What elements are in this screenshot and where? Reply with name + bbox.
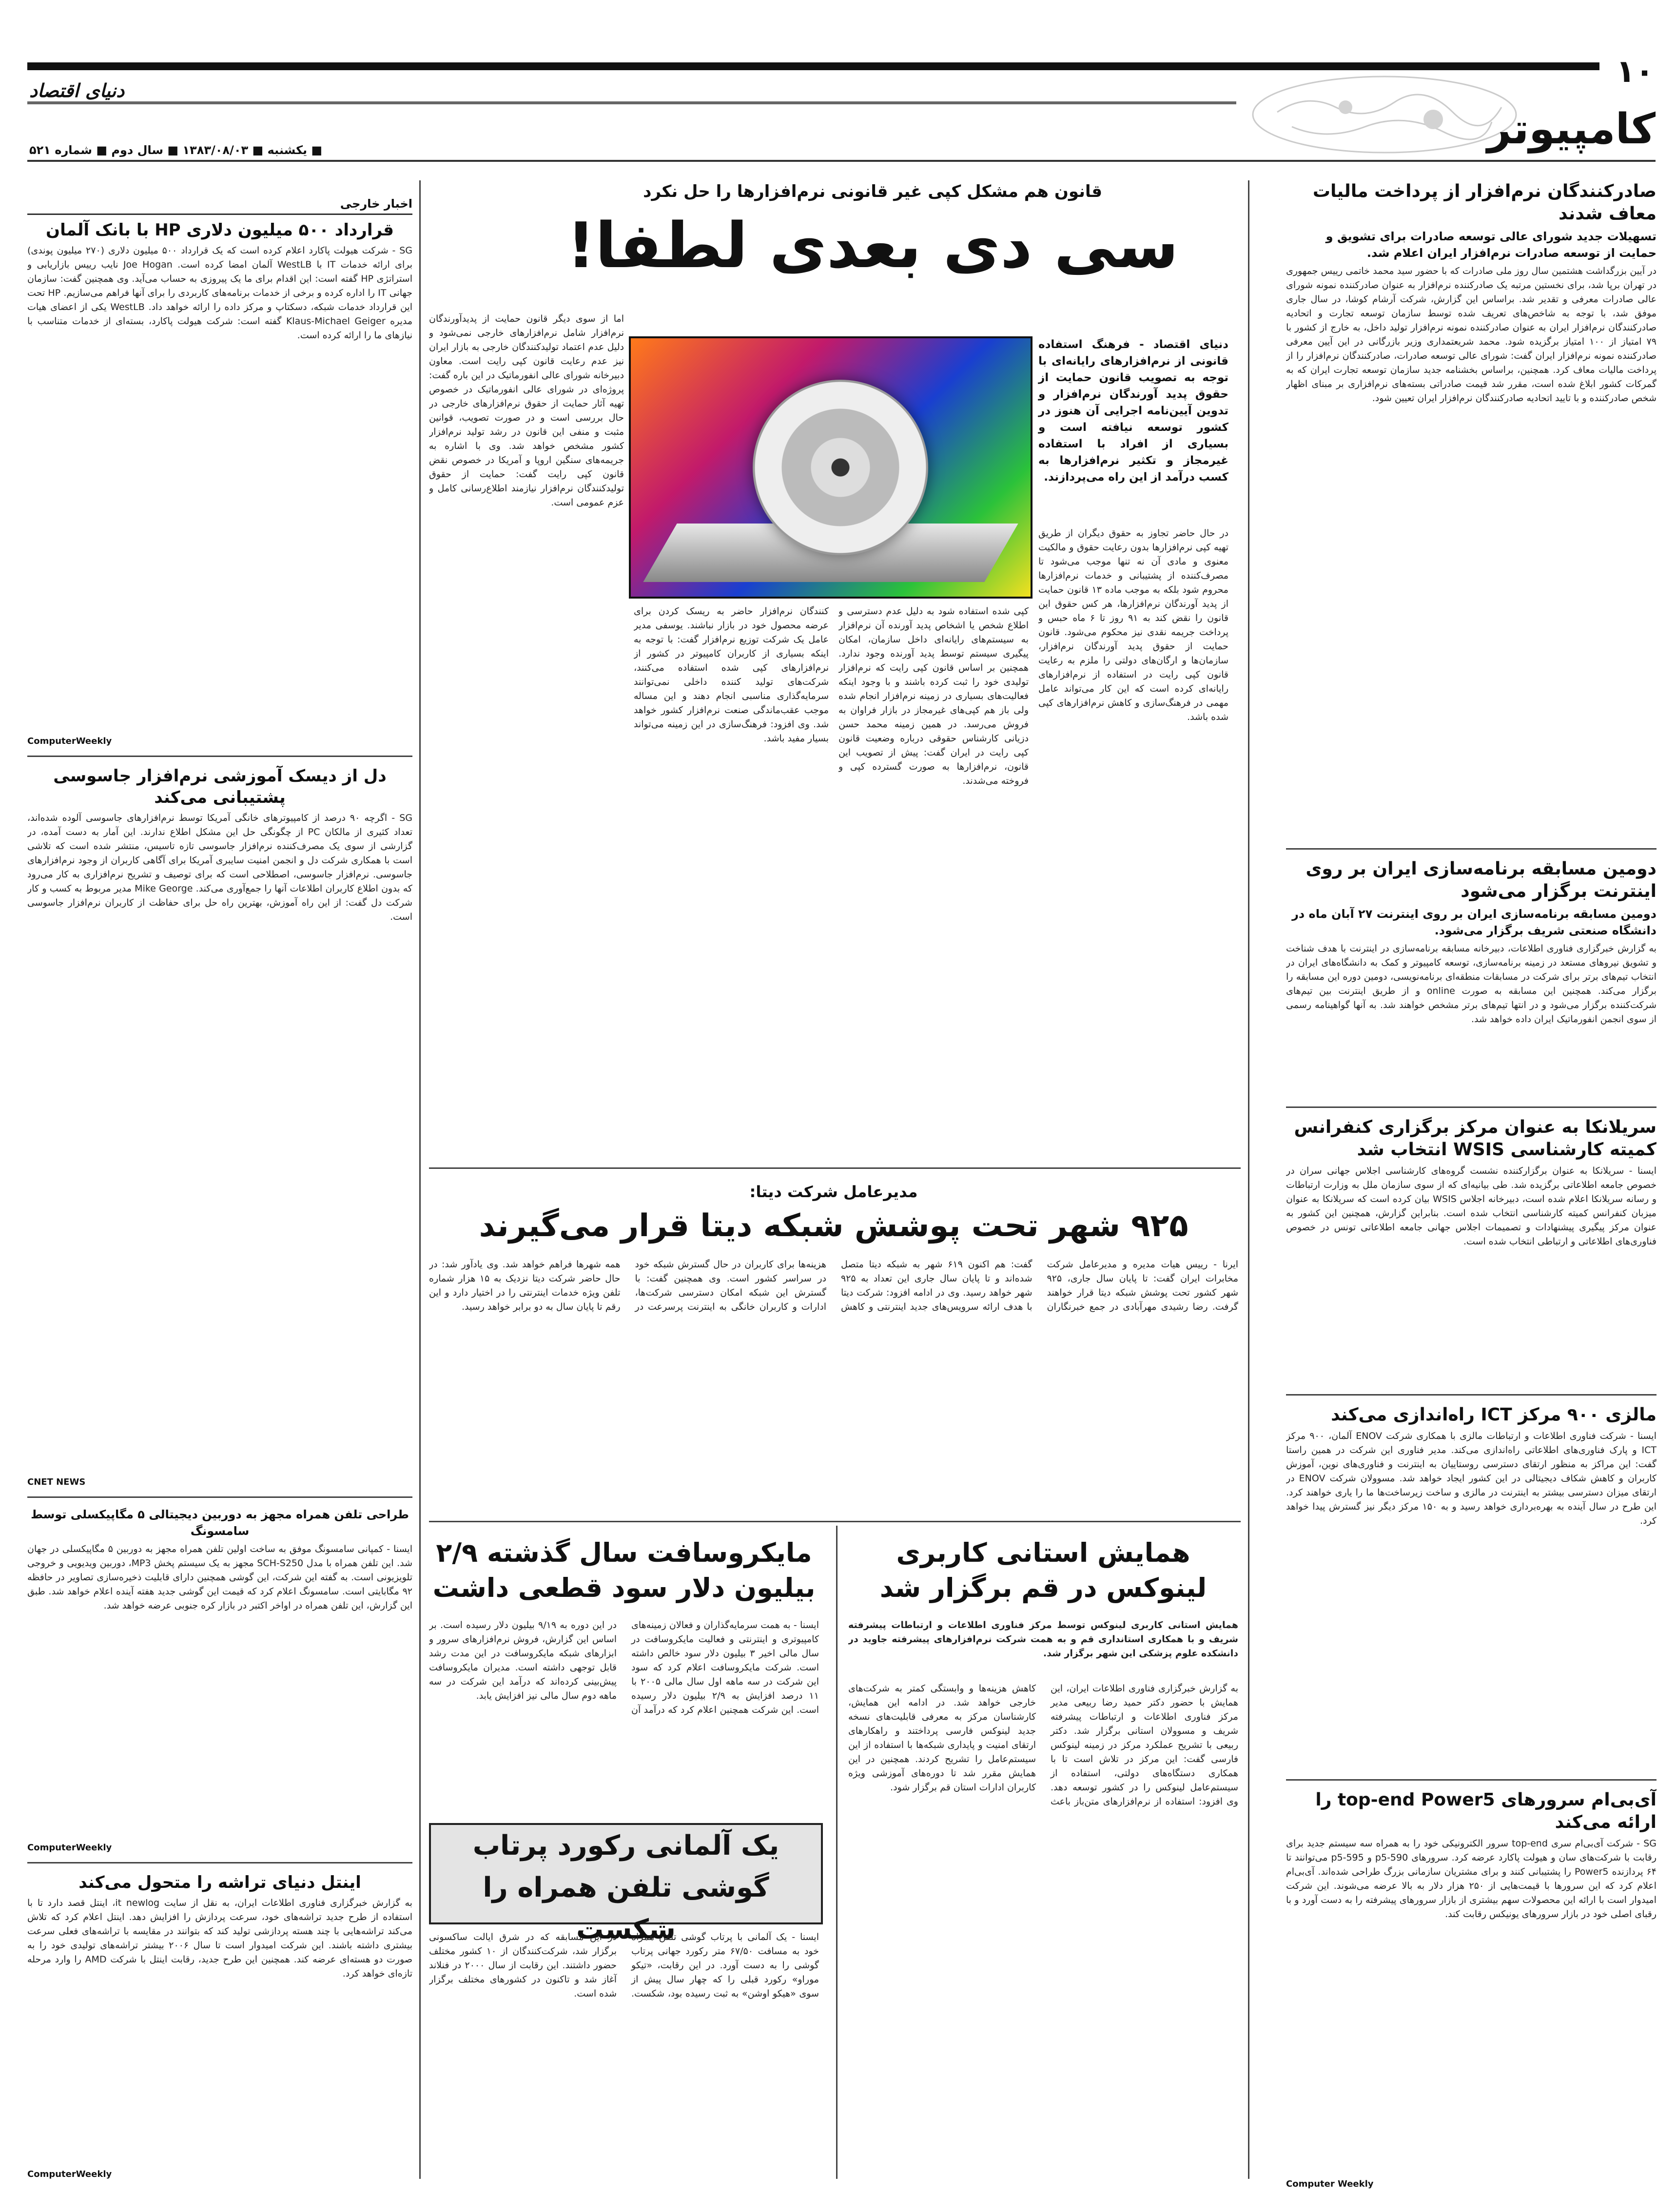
- story-headline: طراحی تلفن همراه مجهز به دوربین دیجیتالی ۵ مگاپیکسلی توسط سامسونگ: [31, 1508, 409, 1538]
- main-body-column: کنندگان نرم‌افزار حاضر به ریسک کردن برای عرضه محصول خود در بازار نباشند. یوسفی مدیر عامل یک شرکت توزیع نرم‌افزار گفت: با توجه به اینکه بسیاری از کاربران کامپیوتر در کشور از نرم‌افزارهای کپی شده استفاده می‌کنند، شرکت‌های تولید کننده داخلی نمی‌توانند سرمایه‌گذاری مناسبی انجام دهند و این مساله موجب عقب‌ماندگی صنعت نرم‌افزار کشور خواهد شد. وی افزود: فرهنگ‌سازی در این زمینه می‌تواند بسیار مفید باشد.: [634, 606, 829, 744]
- column-divider: [836, 1526, 838, 2179]
- story-headline: صادرکنندگان نرم‌افزار از پرداخت مالیات معاف شدند: [1312, 181, 1657, 224]
- story-headline: آی‌بی‌ام سرورهای top-end Power5 را ارائه می‌کند: [1315, 1790, 1657, 1832]
- story-body: ایسنا - یک آلمانی با پرتاب گوشی تلفن همراه خود به مسافت ۶۷/۵۰ متر رکورد جهانی پرتاب گوشی را به دست آورد. در این رقابت، «تیکو موراو» رکورد قبلی را که چهار سال پیش از سوی «هیکو اوشن» به ثبت رسیده بود، شکست. در این مسابقه که در شرق ایالت ساکسونی برگزار شد، شرکت‌کنندگان از ۱۰ کشور مختلف حضور داشتند. این رقابت از سال ۲۰۰۰ در فنلاند آغاز شد و تاکنون در کشورهای مختلف برگزار شده است.: [429, 1932, 819, 1999]
- main-kicker: قانون هم مشکل کپی غیر قانونی نرم‌افزارها را حل نکرد: [643, 182, 1102, 201]
- column-divider: [419, 180, 421, 2179]
- story-body: SG - شرکت آی‌بی‌ام سری top-end سرور الکترونیکی خود را به همراه سه سیستم جدید برای رقابت با شرکت‌های سان و هیولت پاکارد عرضه کرد. سرورهای p5-590 و p5-595 می‌توانند تا ۶۴ پردازنده Power5 را پشتیبانی کنند و برای مشتریان سازمانی بزرگ طراحی شده‌اند. آی‌بی‌ام اعلام کرد که این سرورها با قیمت‌هایی از ۲۵۰ هزار دلار به بالا عرضه می‌شوند. این شرکت امیدوار است با ارائه این محصولات سهم بیشتری از بازار سرورهای پیشرفته را به دست آورد و با رقبای اصلی خود در بازار سرورهای یونیکس رقابت کند.: [1286, 1838, 1657, 1920]
- story-kicker: مدیرعامل شرکت دیتا:: [749, 1183, 918, 1201]
- story-divider: [1286, 848, 1657, 850]
- story-body: SG - شرکت هیولت پاکارد اعلام کرده است که یک قرارداد ۵۰۰ میلیون دلاری (۲۷۰ میلیون پوندی) برای ارائه خدمات IT با WestLB آلمان امضا کرده است. Joe Hogan نایب رییس بازاریابی و استراتژی HP گفته است: این اقدام برای ما یک پیروزی به حساب می‌آید. وی همچنین گفت: سازمان جهانی IT را اداره کرده و برخی از خدمات برنامه‌های کاربردی را برای آنها فراهم می‌سازیم. HP تحت این قرارداد خدمات شبکه، دسکتاپ و مرکز داده را ارائه خواهد داد. WestLB یکی از اعضای هیات مدیره Klaus-Michael Geiger گفته است: شرکت هیولت پاکارد، بسته‌ای از خدمات متناسب با نیازهای ما را ارائه کرده است.: [27, 245, 412, 341]
- news-story: [27, 765, 412, 1467]
- story-body: ایسنا - کمپانی سامسونگ موفق به ساخت اولین تلفن همراه مجهز به دوربین ۵ مگاپیکسلی در جهان شد. این تلفن همراه با مدل SCH-S250 مجهز به یک سیستم پخش MP3، دوربین ویدیویی و خروجی تلویزیونی است. به گفته این شرکت، این گوشی همچنین دارای قابلیت ذخیره‌سازی تصاویر در حافظه ۹۲ مگابایتی است. سامسونگ اعلام کرد که قیمت این گوشی جدید هفته آینده اعلام خواهد شد. طبق این گزارش، این تلفن همراه در اواخر اکتبر در بازار کره جنوبی عرضه خواهد شد.: [27, 1544, 412, 1611]
- world-map-icon: [1248, 73, 1521, 156]
- story-divider: [1286, 1106, 1657, 1108]
- masthead-rule: [27, 101, 1236, 104]
- main-body-column: کپی شده استفاده شود به دلیل عدم دسترسی و اطلاع شخص یا اشخاص پدید آورنده آن نرم‌افزار به سیستم‌های رایانه‌ای داخل سازمان، امکان پیگیری سیستم توسط پدید آورنده وجود ندارد. همچنین بر اساس قانون کپی رایت که نرم‌افزار تولیدی خود را ثبت کرده باشند و با وجود اینکه فعالیت‌های بسیاری در زمینه نرم‌افزار انجام شده ولی باز هم کپی‌های غیرمجاز در بازار فراوان به فروش می‌رسد. در همین زمینه محمد حسن دزیانی کارشناس حقوقی درباره وضعیت قانون کپی رایت در ایران گفت: پیش از تصویب این قانون، نرم‌افزارها به صورت گسترده کپی و فروخته می‌شدند.: [838, 606, 1029, 786]
- news-story: [1286, 1404, 1657, 1774]
- section-kicker: اخبار خارجی: [27, 194, 412, 215]
- news-story: [1286, 1789, 1657, 2174]
- story-source: Computer Weekly: [1286, 2179, 1374, 2189]
- story-subheadline: دومین مسابقه برنامه‌سازی ایران بر روی اینترنت ۲۷ آبان ماه در دانشگاه صنعتی شریف برگزار می‌شود.: [1292, 907, 1657, 937]
- story-source: ComputerWeekly: [27, 736, 112, 746]
- story-source: CNET NEWS: [27, 1477, 86, 1487]
- story-headline: همایش استانی کاربری لینوکس در قم برگزار شد: [879, 1537, 1207, 1603]
- story-divider: [27, 756, 412, 757]
- issue-info: ■ یکشنبه ■ ۱۳۸۳/۰۸/۰۳ ■ سال دوم ■ شماره ۵۲۱: [29, 143, 323, 157]
- story-headline: مالزی ۹۰۰ مرکز ICT راه‌اندازی می‌کند: [1331, 1405, 1657, 1425]
- story-divider: [1286, 1779, 1657, 1781]
- news-story: [27, 1506, 412, 1838]
- story-headline: دومین مسابقه برنامه‌سازی ایران بر روی اینترنت برگزار می‌شود: [1306, 859, 1657, 901]
- story-body: ایرنا - رییس هیات مدیره و مدیرعامل شرکت مخابرات ایران گفت: تا پایان سال جاری، ۹۲۵ شهر کشور تحت پوشش شبکه دیتا قرار خواهند گرفت. رضا رشیدی مهرآبادی در جمع خبرنگاران گفت: هم اکنون ۶۱۹ شهر به شبکه دیتا متصل شده‌اند و تا پایان سال جاری این تعداد به ۹۲۵ شهر خواهد رسید. وی در ادامه افزود: شرکت دیتا با هدف ارائه سرویس‌های جدید اینترنتی و کاهش هزینه‌ها برای کاربران در حال گسترش شبکه خود در سراسر کشور است. وی همچنین گفت: با گسترش این شبکه امکان دسترسی شرکت‌ها، ادارات و کاربران خانگی به اینترنت پرسرعت در همه شهرها فراهم خواهد شد. وی یادآور شد: در حال حاضر شرکت دیتا نزدیک به ۱۵ هزار شماره تلفن ویژه خدمات اینترنتی را در اختیار دارد و این رقم تا پایان سال به دو برابر خواهد رسید.: [429, 1259, 1238, 1312]
- story-source: ComputerWeekly: [27, 2169, 112, 2179]
- story-divider: [1286, 1394, 1657, 1396]
- news-story: [27, 1872, 412, 2164]
- main-body-column: در حال حاضر تجاوز به حقوق دیگران از طریق تهیه کپی نرم‌افزارها بدون رعایت حقوق و مالکیت معنوی و مادی آن نه تنها موجب می‌شود تا مصرف‌کننده از پشتیبانی و خدمات نرم‌افزارها محروم شود بلکه به موجب ماده ۱۳ قانون حمایت از پدید آورندگان نرم‌افزارها، هر کس حقوق این قانون را نقض کند به ۹۱ روز تا ۶ ماه حبس و پرداخت جریمه نقدی نیز محکوم می‌شود. قانون حمایت از حقوق پدید آورندگان نرم‌افزار، سازمان‌ها و ارگان‌های دولتی را ملزم به رعایت قانون کپی رایت در استفاده از نرم‌افزارهای رایانه‌ای کرده است که این کار می‌تواند عامل مهمی در فرهنگ‌سازی و کاهش نرم‌افزارهای کپی شده باشد.: [1038, 528, 1228, 722]
- section-rule: [27, 160, 1656, 162]
- story-headline: یک آلمانی رکورد پرتاب گوشی تلفن همراه را شکست: [429, 1823, 823, 1924]
- story-divider: [429, 1167, 1241, 1169]
- main-body-column: اما از سوی دیگر قانون حمایت از پدیدآورندگان نرم‌افزار شامل نرم‌افزارهای خارجی نمی‌شود و دلیل عدم اعتماد تولیدکنندگان خارجی به بازار ایران نیز عدم رعایت قانون کپی رایت است. معاون دبیرخانه شورای عالی انفورماتیک در این باره گفت: پروژه‌ای در شورای عالی انفورماتیک در خصوص تهیه آثار حمایت از حقوق نرم‌افزارهای خارجی در حال بررسی است و در صورت تصویب، قوانین مثبت و منفی این قانون در رشد تولید نرم‌افزار کشور مشخص خواهد شد. وی با اشاره به جریمه‌های سنگین اروپا و آمریکا در خصوص نقض قانون کپی رایت گفت: حمایت از حقوق تولیدکنندگان نرم‌افزار نیازمند اطلاع‌رسانی کامل و عزم عمومی است.: [429, 313, 624, 508]
- story-body: ایسنا - به همت سرمایه‌گذاران و فعالان زمینه‌های کامپیوتری و اینترنتی و فعالیت مایکروسافت در سال مالی اخیر ۳ بیلیون دلار سود خالص داشته است. شرکت مایکروسافت اعلام کرد که سود این شرکت در سه ماهه اول سال مالی ۲۰۰۵ با ۱۱ درصد افزایش به ۲/۹ بیلیون دلار رسیده است. این شرکت همچنین اعلام کرد که درآمد آن در این دوره به ۹/۱۹ بیلیون دلار رسیده است. بر اساس این گزارش، فروش نرم‌افزارهای سرور و ابزارهای شبکه مایکروسافت در این مدت رشد قابل توجهی داشته است. مدیران مایکروسافت پیش‌بینی کرده‌اند که درآمد این شرکت در سه ماهه دوم سال مالی نیز افزایش یابد.: [429, 1620, 819, 1715]
- top-rule: [27, 62, 1599, 70]
- cd-drive-photo: [629, 336, 1033, 599]
- story-body: به گزارش خبرگزاری فناوری اطلاعات ایران، این همایش با حضور دکتر حمید رضا ربیعی مدیر مرکز فناوری اطلاعات و ارتباطات پیشرفته شریف و مسوولان استانی برگزار شد. دکتر ربیعی با تشریح عملکرد مرکز در زمینه لینوکس فارسی گفت: این مرکز در تلاش است تا با همکاری دستگاه‌های دولتی، استفاده از سیستم‌عامل لینوکس را در کشور توسعه دهد. وی افزود: استفاده از نرم‌افزارهای متن‌باز باعث کاهش هزینه‌ها و وابستگی کمتر به شرکت‌های خارجی خواهد شد. در ادامه این همایش، کارشناسان مرکز به معرفی قابلیت‌های نسخه جدید لینوکس فارسی پرداختند و راهکارهای ارتقای امنیت و پایداری شبکه‌ها با استفاده از این سیستم‌عامل را تشریح کردند. همچنین در این همایش مقرر شد تا دوره‌های آموزشی ویژه کاربران ادارات استان قم برگزار شود.: [848, 1683, 1238, 1807]
- main-headline: سی دی بعدی لطفا!: [566, 210, 1179, 282]
- story-divider: [27, 1496, 412, 1498]
- story-body: ایسنا - سریلانکا به عنوان برگزارکننده نشست گروه‌های کارشناسی اجلاس جهانی سران در خصوص جامعه اطلاعاتی برگزیده شد. طی بیانیه‌ای که از سوی سازمان ملل به وزارت ارتباطات و رسانه سریلانکا اعلام شده است، دبیرخانه اجلاس WSIS بیان کرده است که سریلانکا به عنوان میزبان کنفرانس کمیته کارشناسی انتخاب شده است. بنابراین گزارش، همچنین این کشور به عنوان مرکز پیگیری پیشنهادات و تصمیمات اجلاس جهانی جامعه اطلاعاتی تونس در خصوص فناوری‌های اطلاعاتی و ارتباطی انتخاب شده است.: [1286, 1165, 1657, 1247]
- news-story: [27, 219, 412, 751]
- story-subheadline: تسهیلات جدید شورای عالی توسعه صادرات برای تشویق و حمایت از توسعه صادرات نرم‌افزار ایران اعلام شد.: [1325, 230, 1657, 260]
- story-headline: اینتل دنیای تراشه را متحول می‌کند: [78, 1873, 361, 1892]
- story-divider: [27, 1862, 412, 1863]
- story-divider: [429, 1521, 1241, 1522]
- column-divider: [1248, 180, 1249, 2179]
- story-headline: قرارداد ۵۰۰ میلیون دلاری HP با بانک آلمان: [46, 220, 394, 240]
- story-body: به گزارش خبرگزاری فناوری اطلاعات، دبیرخانه مسابقه برنامه‌سازی در اینترنت با هدف شناخت و تشویق نیروهای مستعد در زمینه برنامه‌سازی، توسعه کامپیوتر و کمک به دانشگاه‌های ایران در انتخاب تیم‌های برتر برای شرکت در مسابقات منطقه‌ای برنامه‌نویسی، دومین دوره این مسابقه را برگزار می‌کند. همچنین این مسابقه به صورت online و از طریق اینترنت بین تیم‌های شرکت‌کننده برگزار می‌شود و در انتها تیم‌های برتر مشخص خواهند شد. به آنها گواهینامه رسمی از سوی انجمن انفورماتیک ایران داده خواهد شد.: [1286, 943, 1657, 1025]
- story-body: ایسنا - شرکت فناوری اطلاعات و ارتباطات مالزی با همکاری شرکت ENOV آلمان، ۹۰۰ مرکز ICT و پارک فناوری‌های اطلاعاتی راه‌اندازی می‌کند. مدیر فناوری این شرکت در همین راستا گفت: این مراکز به منظور ارتقای دسترسی روستاییان به اینترنت و فناوری‌های نوین، آموزش کاربران و کاهش شکاف دیجیتالی در این کشور ایجاد خواهد شد. مسوولان شرکت ENOV در ارتقای میزان دسترسی بیشتر به اینترنت در مالزی و ساخت زیرساخت‌ها ما را یاری خواهند کرد. این طرح در سال آینده به بهره‌برداری خواهد رسید و به ۱۵۰ مرکز دیگر نیز گسترش پیدا خواهد کرد.: [1286, 1431, 1657, 1526]
- news-story: [1286, 1116, 1657, 1389]
- news-story: [1286, 180, 1657, 843]
- story-lead: همایش استانی کاربری لینوکس توسط مرکز فناوری اطلاعات و ارتباطات پیشرفته شریف و با همکاری استانداری قم و به همت شرکت نرم‌افزارهای پیشرفته جاوید در دانشکده علوم پزشکی این شهر برگزار شد.: [848, 1620, 1238, 1659]
- news-story: [1286, 858, 1657, 1102]
- story-body: SG - اگرچه ۹۰ درصد از کامپیوترهای خانگی آمریکا توسط نرم‌افزارهای جاسوسی آلوده شده‌اند، تعداد کثیری از مالکان PC از چگونگی حل این مشکل اطلاع ندارند. این آمار به دست آمده، در گزارشی از سوی یک مصرف‌کننده نرم‌افزار جاسوسی تازه تاسیس، منتشر شده است که تلاشی است با همکاری شرکت دل و انجمن امنیت سایبری آمریکا برای آگاهی کاربران از وجود نرم‌افزارهای جاسوسی. نرم‌افزار جاسوسی، اصطلاحی است که برای توصیف و تشریح نرم‌افزاری به کار می‌رود که بدون اطلاع کاربران اطلاعات آنها را جمع‌آوری می‌کند. Mike George مدیر مربوط به کسب و کار شرکت دل گفت: از این راه آموزش، بهترین راه حل برای حفاظت از کاربران نرم‌افزار جاسوسی است.: [27, 813, 412, 922]
- story-body: در آیین بزرگداشت هشتمین سال روز ملی صادرات که با حضور سید محمد خاتمی رییس جمهوری در تهران برپا شد، برای نخستین مرتبه یک صادرکننده نرم‌افزار به عنوان صادرکننده نمونه شورای عالی صادرات معرفی و تقدیر شد. براساس این گزارش، شرکت آرشام کوشا، در سال جاری موفق شد، با توجه به شاخص‌های تعریف شده توسط سازمان توسعه تجارت و اتحادیه صادرکنندگان نرم‌افزار ایران به عنوان صادرکننده نمونه نرم‌افزار تولید داخل، به خارج از کشور با ۷۹ امتیاز از ۱۰۰ امتیاز برگزیده شود. محمد شریعتمداری وزیر بازرگانی در این آیین معرفی صادرکننده نمونه نرم‌افزار ایران گفت: شورای عالی توسعه صادرات، صادرکنندگان نرم‌افزار را از پرداخت مالیات معاف کرد. همچنین، براساس بخشنامه جدید سازمان توسعه تجارت ایران که به گمرکات کشور ابلاغ شده است، مقرر شد قیمت صادراتی بسته‌های نرم‌افزاری بر مبنای اظهار شخص صادرکننده و با تایید اتحادیه صادرکنندگان نرم‌افزار ایران تعیین شود.: [1286, 266, 1657, 404]
- story-headline: سریلانکا به عنوان مرکز برگزاری کنفرانس کمیته کارشناسی WSIS انتخاب شد: [1294, 1117, 1657, 1160]
- section-title: کامپیوتر: [1487, 105, 1656, 154]
- cd-disc-icon: [753, 380, 928, 555]
- page-number: ۱۰: [1616, 54, 1655, 90]
- newspaper-logo: دنیای اقتصاد: [29, 79, 125, 101]
- main-lead: دنیای اقتصاد - فرهنگ استفاده قانونی از نرم‌افزارهای رایانه‌ای با توجه به تصویب قانون حمایت از حقوق پدید آورندگان نرم‌افزار و تدوین آیین‌نامه اجرایی آن هنوز در کشور توسعه نیافته است و بسیاری از افراد با استفاده غیرمجاز و تکثیر نرم‌افزارها به کسب درآمد از این راه می‌پردازند.: [1038, 338, 1228, 484]
- story-source: ComputerWeekly: [27, 1843, 112, 1853]
- story-headline: ۹۲۵ شهر تحت پوشش شبکه دیتا قرار می‌گیرند: [479, 1208, 1189, 1244]
- story-headline: مایکروسافت سال گذشته ۲/۹ بیلیون دلار سود قطعی داشت: [432, 1537, 816, 1603]
- story-headline: دل از دیسک آموزشی نرم‌افزار جاسوسی پشتیبانی می‌کند: [53, 766, 387, 807]
- story-body: به گزارش خبرگزاری فناوری اطلاعات ایران، به نقل از سایت it newlog، اینتل قصد دارد تا با استفاده از طرح جدید تراشه‌های خود، سرعت پردازش را افزایش دهد. اینتل اعلام کرد که تلاش می‌کند تراشه‌هایی با چند هسته پردازشی تولید کند که بتوانند در مقایسه با تراشه‌های فعلی سرعت بیشتری داشته باشند. این شرکت امیدوار است تا سال ۲۰۰۶ بیشتر تراشه‌های تولیدی خود را به صورت دو هسته‌ای عرضه کند. همچنین این طرح جدید، رقابت اینتل با شرکت AMD را وارد مرحله تازه‌ای خواهد کرد.: [27, 1898, 412, 1979]
